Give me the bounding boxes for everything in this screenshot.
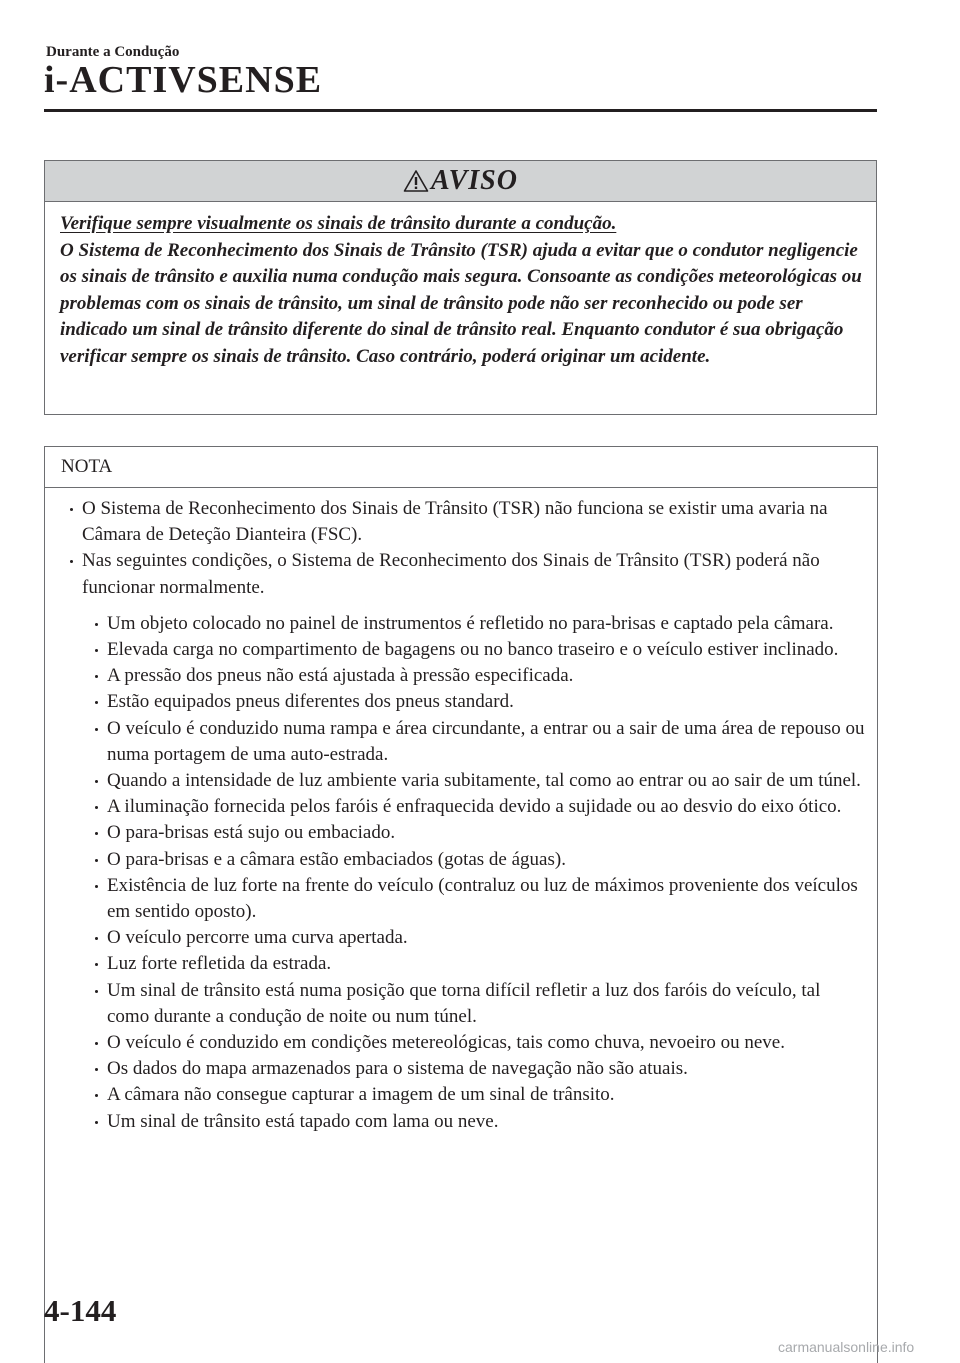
list-item: Luz forte refletida da estrada. (86, 951, 867, 977)
warning-box (44, 160, 877, 415)
list-item: O para-brisas e a câmara estão embaciados (gotas de águas). (86, 847, 867, 873)
list-item: Quando a intensidade de luz ambiente varia subitamente, tal como ao entrar ou ao sair de um túnel. (86, 768, 867, 794)
warning-body (45, 202, 876, 370)
warning-label: AVISO (431, 165, 518, 196)
page-number: 4-144 (44, 1293, 117, 1328)
list-item: Nas seguintes condições, o Sistema de Reconhecimento dos Sinais de Trânsito (TSR) poderá não funcionar normalmente. (61, 548, 867, 600)
list-item: O veículo é conduzido numa rampa e área circundante, a entrar ou a sair de uma área de repouso ou numa portagem de uma auto-estrada. (86, 716, 867, 768)
warning-text: O Sistema de Reconhecimento dos Sinais de Trânsito (TSR) ajuda a evitar que o condutor negligencie os sinais de trânsito e auxilia numa condução mais segura. Consoante as condições meteorológicas ou problemas com os sinais de trânsito, um sinal de trânsito pode não ser reconhecido ou pode ser indicado um sinal de trânsito diferente do sinal de trânsito real. Enquanto condutor é sua obrigação verificar sempre os sinais de trânsito. Caso contrário, poderá originar um acidente. (60, 239, 862, 367)
note-box (44, 446, 878, 1363)
note-body (45, 488, 877, 1135)
list-item: O veículo é conduzido em condições metereológicas, tais como chuva, nevoeiro ou neve. (86, 1030, 867, 1056)
list-item: O Sistema de Reconhecimento dos Sinais de Trânsito (TSR) não funciona se existir uma avaria na Câmara de Deteção Dianteira (FSC). (61, 496, 867, 548)
list-item: Os dados do mapa armazenados para o sistema de navegação não são atuais. (86, 1056, 867, 1082)
note-list (61, 496, 867, 601)
list-item: Elevada carga no compartimento de bagagens ou no banco traseiro e o veículo estiver inclinado. (86, 637, 867, 663)
list-item: A câmara não consegue capturar a imagem de um sinal de trânsito. (86, 1082, 867, 1108)
list-item: O para-brisas está sujo ou embaciado. (86, 820, 867, 846)
header-divider (44, 109, 877, 112)
page-title: i-ACTIVSENSE (44, 59, 323, 101)
conditions-list (86, 611, 867, 1135)
watermark: carmanualsonline.info (778, 1339, 915, 1355)
section-label: Durante a Condução (46, 44, 180, 60)
list-item: Estão equipados pneus diferentes dos pneus standard. (86, 689, 867, 715)
list-item: Um sinal de trânsito está numa posição que torna difícil refletir a luz dos faróis do veículo, tal como durante a condução de noite ou num túnel. (86, 978, 867, 1030)
list-item: Um objeto colocado no painel de instrumentos é refletido no para-brisas e captado pela câmara. (86, 611, 867, 637)
warning-triangle-icon (403, 169, 429, 193)
list-item: Existência de luz forte na frente do veículo (contraluz ou luz de máximos proveniente dos veículos em sentido oposto). (86, 873, 867, 925)
list-item: A iluminação fornecida pelos faróis é enfraquecida devido a sujidade ou ao desvio do eixo ótico. (86, 794, 867, 820)
list-item: Um sinal de trânsito está tapado com lama ou neve. (86, 1109, 867, 1135)
list-item: O veículo percorre uma curva apertada. (86, 925, 867, 951)
list-item: A pressão dos pneus não está ajustada à pressão especificada. (86, 663, 867, 689)
warning-lead: Verifique sempre visualmente os sinais de trânsito durante a condução. (60, 213, 617, 234)
warning-header (45, 161, 876, 202)
note-header: NOTA (45, 447, 877, 488)
